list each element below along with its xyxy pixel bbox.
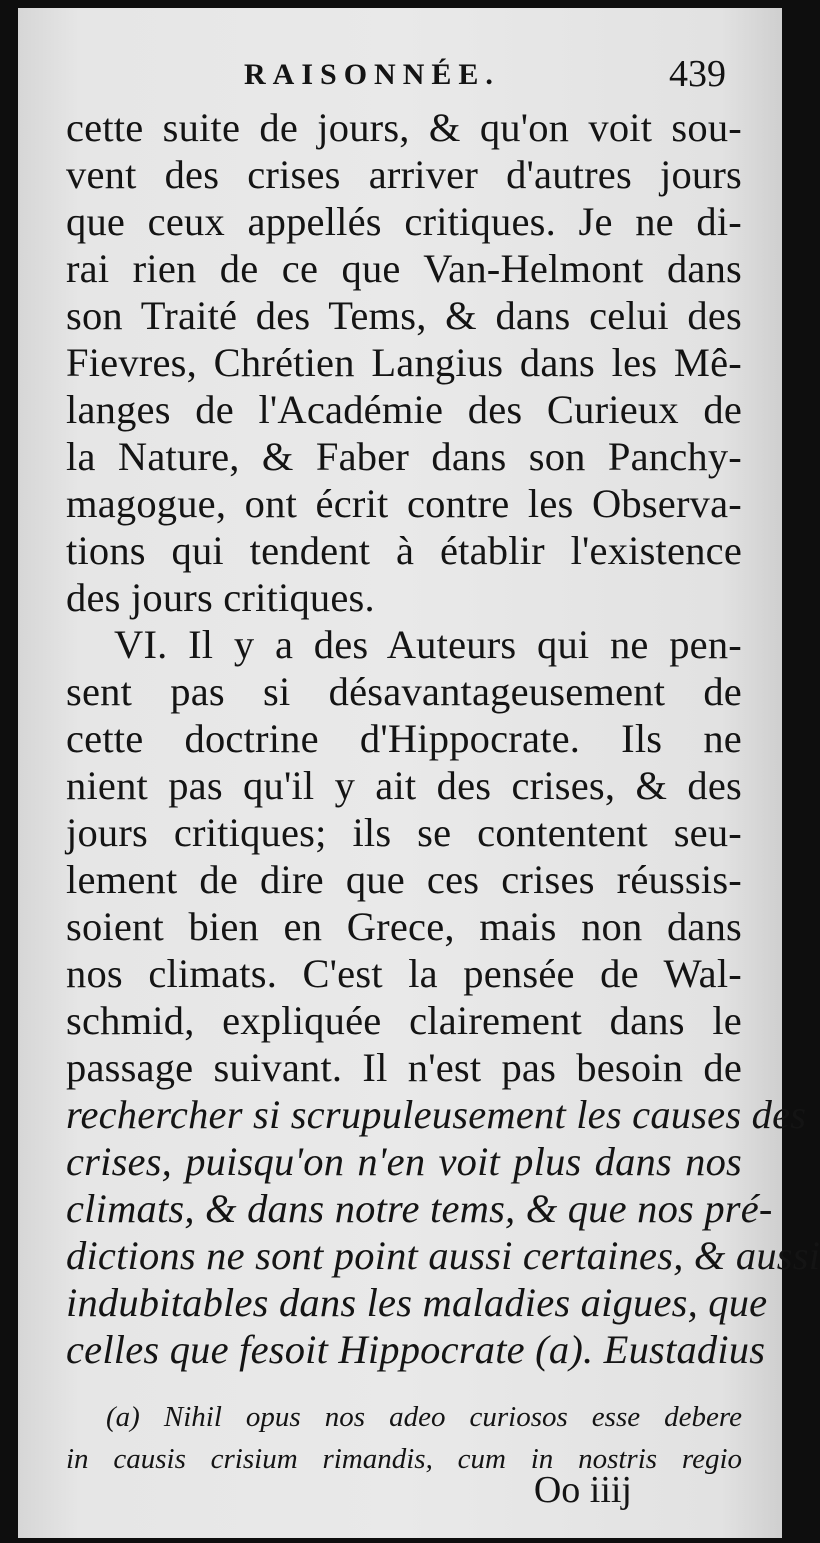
text-line: indubitables dans les maladies aigues, que (66, 1280, 768, 1325)
text-line: crises, puisqu'on n'en voit plus dans nos (66, 1139, 742, 1184)
text-line: Fievres, Chrétien Langius dans les Mê- (66, 340, 742, 385)
text-line: rai rien de ce que Van-Helmont dans (66, 246, 742, 291)
text-line: schmid, expliquée clairement dans le (66, 998, 742, 1043)
text-line: des jours critiques. (66, 575, 375, 620)
text-line: jours critiques; ils se contentent seu- (66, 810, 742, 855)
running-head: RAISONNÉE. (244, 58, 500, 91)
text-line: climats, & dans notre tems, & que nos pré- (66, 1186, 773, 1231)
text-line: rechercher si scrupuleusement les causes des (66, 1092, 807, 1137)
footnotes (66, 1396, 742, 1480)
footnote-line: in causis crisium rimandis, cum in nostris regio (66, 1443, 742, 1475)
page-number: 439 (669, 53, 726, 95)
text-line: nos climats. C'est la pensée de Wal- (66, 951, 742, 996)
text-line: nient pas qu'il y ait des crises, & des (66, 763, 742, 808)
text-line: la Nature, & Faber dans son Panchy- (66, 434, 742, 479)
body-text (66, 104, 820, 1373)
text-line: vent des crises arriver d'autres jours (66, 152, 742, 197)
text-line: celles que fesoit Hippocrate (a). Eustadius (66, 1327, 766, 1372)
book-page (18, 8, 820, 1538)
text-line: langes de l'Académie des Curieux de (66, 387, 742, 432)
text-line: VI. Il y a des Auteurs qui ne pen- (114, 622, 742, 667)
text-line: cette doctrine d'Hippocrate. Ils ne (66, 716, 742, 761)
text-line: passage suivant. Il n'est pas besoin de (66, 1045, 742, 1090)
signature-mark: Oo iiij (533, 1469, 632, 1511)
text-line: lement de dire que ces crises réussis- (66, 857, 742, 902)
text-line: magogue, ont écrit contre les Observa- (66, 481, 742, 526)
footnote-line: (a) Nihil opus nos adeo curiosos esse debere (106, 1401, 742, 1433)
text-line: tions qui tendent à établir l'existence (66, 528, 742, 573)
text-line: son Traité des Tems, & dans celui des (66, 293, 742, 338)
text-line: sent pas si désavantageusement de (66, 669, 742, 714)
text-line: que ceux appellés critiques. Je ne di- (66, 199, 742, 244)
text-line: soient bien en Grece, mais non dans (66, 904, 742, 949)
text-line: dictions ne sont point aussi certaines, & aussi (66, 1233, 820, 1278)
text-line: cette suite de jours, & qu'on voit sou- (66, 105, 742, 150)
page-header (18, 53, 782, 96)
